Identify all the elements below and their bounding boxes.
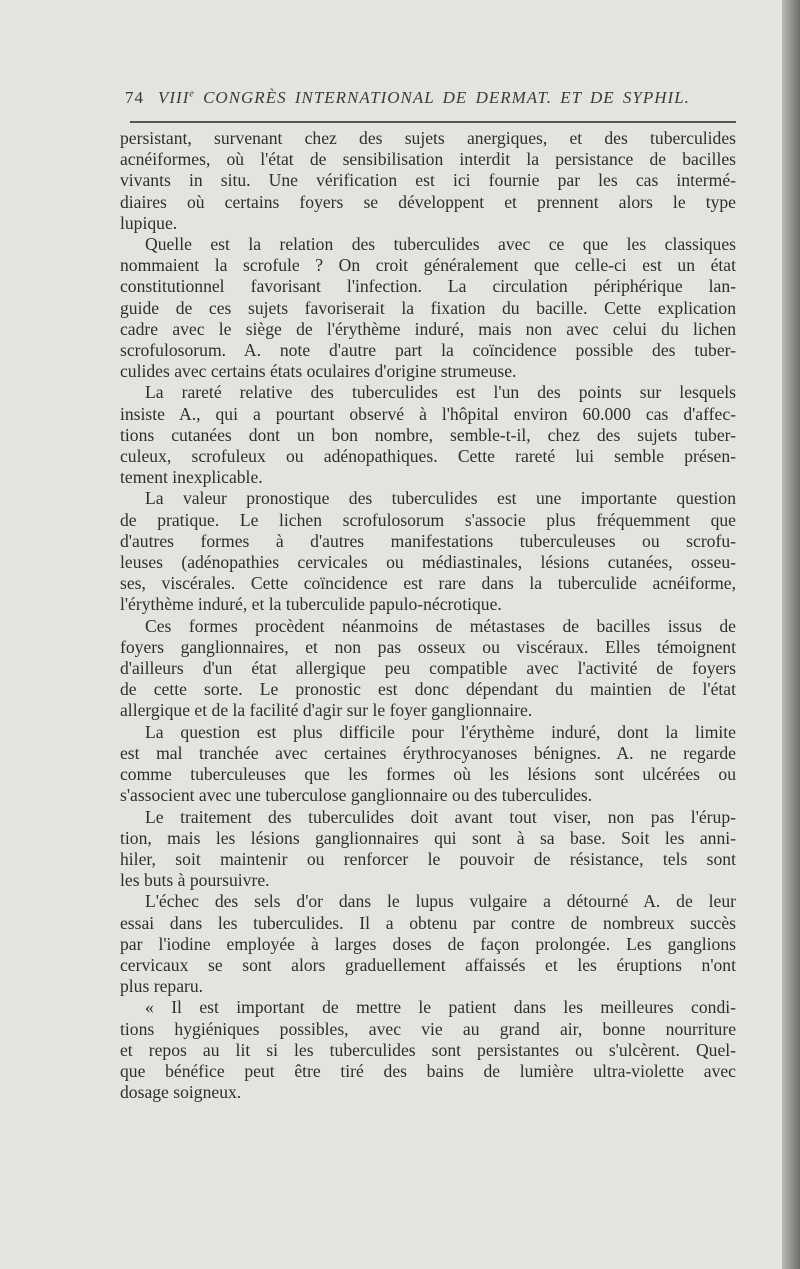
- paragraph: [120, 722, 736, 807]
- page-edge: [782, 0, 800, 1269]
- text-line: insiste A., qui a pourtant observé à l'hôpital environ 60.000 cas d'affec-: [120, 403, 736, 424]
- text-line: tions hygiéniques possibles, avec vie au grand air, bonne nourriture: [120, 1018, 736, 1039]
- text-line: tement inexplicable.: [120, 467, 263, 488]
- running-header: [125, 88, 735, 108]
- text-line: La valeur pronostique des tuberculides est une importante question: [145, 488, 736, 509]
- running-title-sup: e: [189, 88, 195, 100]
- text-line: vivants in situ. Une vérification est ici fournie par les cas intermé-: [120, 170, 736, 191]
- text-line: par l'iodine employée à larges doses de façon prolongée. Les ganglions: [120, 933, 736, 954]
- text-line: plus reparu.: [120, 976, 204, 997]
- text-line: La question est plus difficile pour l'érythème induré, dont la limite: [145, 721, 736, 742]
- text-line: persistant, survenant chez des sujets anergiques, et des tuberculides: [120, 128, 736, 148]
- paragraph: [120, 997, 736, 1103]
- text-line: essai dans les tuberculides. Il a obtenu par contre de nombreux succès: [120, 912, 736, 933]
- text-line: hiler, soit maintenir ou renforcer le pouvoir de résistance, tels sont: [120, 848, 736, 869]
- text-line: scrofulosorum. A. note d'autre part la coïncidence possible des tuber-: [120, 340, 736, 361]
- page-number: 74: [125, 88, 144, 107]
- text-line: de pratique. Le lichen scrofulosorum s'associe plus fréquemment que: [120, 509, 736, 530]
- text-line: nommaient la scrofule ? On croit généralement que celle-ci est un état: [120, 255, 736, 276]
- text-line: lupique.: [120, 212, 178, 233]
- text-line: acnéiformes, où l'état de sensibilisation interdit la persistance de bacilles: [120, 149, 736, 170]
- text-line: ses, viscérales. Cette coïncidence est rare dans la tuberculide acnéiforme,: [120, 573, 736, 594]
- text-line: Le traitement des tuberculides doit avant tout viser, non pas l'érup-: [145, 806, 736, 827]
- paragraph: [120, 807, 736, 892]
- paragraph: [120, 234, 736, 382]
- text-line: Ces formes procèdent néanmoins de métastases de bacilles issus de: [145, 615, 736, 636]
- text-line: et repos au lit si les tuberculides sont persistantes ou s'ulcèrent. Quel-: [120, 1039, 736, 1060]
- text-line: leuses (adénopathies cervicales ou médiastinales, lésions cutanées, osseu-: [120, 552, 736, 573]
- running-title-rest: CONGRÈS INTERNATIONAL DE DERMAT. ET DE SYPHIL.: [194, 88, 690, 107]
- text-line: s'associent avec une tuberculose ganglionnaire ou des tuberculides.: [120, 785, 593, 806]
- text-line: guide de ces sujets favoriserait la fixation du bacille. Cette explication: [120, 297, 736, 318]
- text-line: foyers ganglionnaires, et non pas osseux ou viscéraux. Elles témoignent: [120, 636, 736, 657]
- paragraph: [120, 488, 736, 615]
- body-text: [120, 128, 736, 1103]
- text-line: culeux, scrofuleux ou adénopathiques. Cette rareté lui semble présen-: [120, 446, 736, 467]
- text-line: tions cutanées dont un bon nombre, semble-t-il, chez des sujets tuber-: [120, 424, 736, 445]
- text-line: l'érythème induré, et la tuberculide papulo-nécrotique.: [120, 594, 502, 615]
- text-line: d'ailleurs d'un état allergique peu compatible avec l'activité de foyers: [120, 658, 736, 679]
- text-line: dosage soigneux.: [120, 1082, 242, 1103]
- text-line: La rareté relative des tuberculides est l'un des points sur lesquels: [145, 382, 736, 403]
- text-line: constitutionnel favorisant l'infection. La circulation périphérique lan-: [120, 276, 736, 297]
- text-line: Quelle est la relation des tuberculides avec ce que les classiques: [145, 234, 736, 255]
- text-line: de cette sorte. Le pronostic est donc dépendant du maintien de l'état: [120, 679, 736, 700]
- text-line: allergique et de la facilité d'agir sur le foyer ganglionnaire.: [120, 700, 533, 721]
- text-line: cadre avec le siège de l'érythème induré, mais non avec celui du lichen: [120, 318, 736, 339]
- text-line: d'autres formes à d'autres manifestations tuberculeuses ou scrofu-: [120, 530, 736, 551]
- paragraph: [120, 382, 736, 488]
- text-line: les buts à poursuivre.: [120, 870, 270, 891]
- header-rule: [130, 121, 736, 123]
- text-line: culides avec certains états oculaires d'origine strumeuse.: [120, 361, 517, 382]
- paragraph: [120, 128, 736, 234]
- text-line: comme tuberculeuses que les formes où les lésions sont ulcérées ou: [120, 764, 736, 785]
- text-line: cervicaux se sont alors graduellement affaissés et les éruptions n'ont: [120, 954, 736, 975]
- text-line: diaires où certains foyers se développent et prennent alors le type: [120, 191, 736, 212]
- paragraph: [120, 616, 736, 722]
- text-line: tion, mais les lésions ganglionnaires qui sont à sa base. Soit les anni-: [120, 827, 736, 848]
- text-line: est mal tranchée avec certaines érythrocyanoses bénignes. A. ne regarde: [120, 742, 736, 763]
- running-title: [158, 88, 690, 108]
- running-title-prefix: VIII: [158, 88, 190, 107]
- text-line: que bénéfice peut être tiré des bains de lumière ultra-violette avec: [120, 1060, 736, 1081]
- paragraph: [120, 891, 736, 997]
- text-line: L'échec des sels d'or dans le lupus vulgaire a détourné A. de leur: [145, 891, 736, 912]
- text-line: « Il est important de mettre le patient dans les meilleures condi-: [145, 997, 736, 1018]
